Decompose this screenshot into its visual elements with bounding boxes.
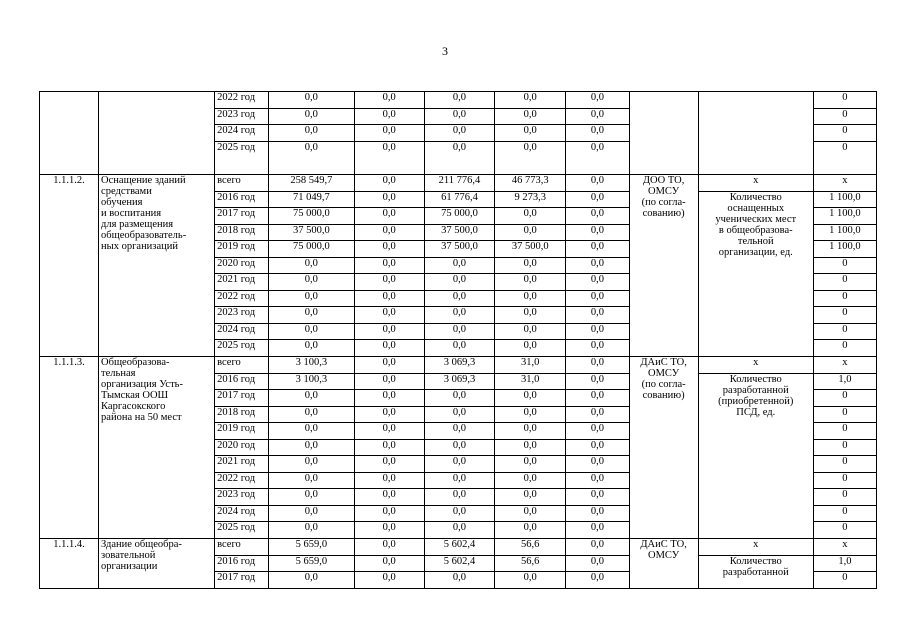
amount-cell: 31,0 xyxy=(495,357,566,374)
amount-cell: 0,0 xyxy=(354,109,424,125)
amount-cell: 0,0 xyxy=(495,407,566,423)
amount-cell: 0,0 xyxy=(566,92,629,109)
amount-cell: 258 549,7 xyxy=(269,175,355,192)
program-table xyxy=(39,91,877,589)
amount-cell: 0,0 xyxy=(495,324,566,340)
amount-cell: 75 000,0 xyxy=(424,208,494,225)
amount-cell: 0,0 xyxy=(354,142,424,175)
table-row xyxy=(40,92,877,109)
year-cell: 2019 год xyxy=(215,241,269,258)
amount-cell: 0,0 xyxy=(354,175,424,192)
executor-cell: ДОО ТО, ОМСУ (по согла- сованию) xyxy=(629,175,698,357)
amount-cell: 0,0 xyxy=(354,208,424,225)
amount-cell: 0,0 xyxy=(354,456,424,473)
amount-cell: 0,0 xyxy=(424,407,494,423)
item-code: 1.1.1.4. xyxy=(40,539,99,589)
year-cell: 2017 год xyxy=(215,390,269,407)
amount-cell: 0,0 xyxy=(269,572,355,589)
amount-cell: 0,0 xyxy=(424,307,494,324)
year-cell: 2022 год xyxy=(215,92,269,109)
amount-cell: 0,0 xyxy=(354,324,424,340)
amount-cell: 0,0 xyxy=(269,274,355,291)
amount-cell: 0,0 xyxy=(269,407,355,423)
amount-cell: 0,0 xyxy=(566,522,629,539)
amount-cell: 0,0 xyxy=(424,506,494,522)
amount-cell: 0,0 xyxy=(566,506,629,522)
indicator-value: х xyxy=(813,357,876,374)
amount-cell: 0,0 xyxy=(424,258,494,274)
year-cell: 2022 год xyxy=(215,473,269,489)
amount-cell: 46 773,3 xyxy=(495,175,566,192)
amount-cell: 3 069,3 xyxy=(424,374,494,390)
amount-cell: 0,0 xyxy=(495,142,566,175)
amount-cell: 37 500,0 xyxy=(269,225,355,241)
amount-cell: 0,0 xyxy=(354,506,424,522)
indicator-value: 0 xyxy=(813,390,876,407)
amount-cell: 75 000,0 xyxy=(269,208,355,225)
amount-cell: 0,0 xyxy=(354,357,424,374)
indicator-value: х xyxy=(813,539,876,556)
year-cell: 2022 год xyxy=(215,291,269,307)
year-cell: 2023 год xyxy=(215,109,269,125)
amount-cell: 0,0 xyxy=(424,572,494,589)
amount-cell: 0,0 xyxy=(424,324,494,340)
indicator-value: 1,0 xyxy=(813,374,876,390)
amount-cell: 37 500,0 xyxy=(424,225,494,241)
amount-cell: 0,0 xyxy=(354,539,424,556)
amount-cell: 0,0 xyxy=(566,274,629,291)
amount-cell: 0,0 xyxy=(269,473,355,489)
amount-cell: 0,0 xyxy=(269,307,355,324)
year-cell: 2025 год xyxy=(215,340,269,357)
amount-cell: 0,0 xyxy=(495,274,566,291)
indicator-value: 0 xyxy=(813,423,876,440)
amount-cell: 0,0 xyxy=(495,572,566,589)
indicator-value: х xyxy=(813,175,876,192)
amount-cell: 56,6 xyxy=(495,539,566,556)
indicator-value: 1 100,0 xyxy=(813,192,876,208)
item-name: Оснащение зданий средствами обучения и воспитания для размещения общеобразователь- ных организаций xyxy=(99,175,215,357)
indicator-value: 1,0 xyxy=(813,556,876,572)
item-name: Здание общеобра- зовательной организации xyxy=(99,539,215,589)
indicator-value: 0 xyxy=(813,291,876,307)
amount-cell: 0,0 xyxy=(566,125,629,142)
page-number: 3 xyxy=(442,44,448,58)
amount-cell: 0,0 xyxy=(269,506,355,522)
amount-cell: 0,0 xyxy=(495,208,566,225)
indicator-value: 0 xyxy=(813,109,876,125)
amount-cell: 0,0 xyxy=(269,390,355,407)
amount-cell: 0,0 xyxy=(424,125,494,142)
year-cell: 2021 год xyxy=(215,274,269,291)
amount-cell: 56,6 xyxy=(495,556,566,572)
amount-cell: 0,0 xyxy=(566,539,629,556)
indicator-value: 1 100,0 xyxy=(813,208,876,225)
indicator-value: 0 xyxy=(813,506,876,522)
indicator-value: 0 xyxy=(813,307,876,324)
amount-cell: 0,0 xyxy=(566,241,629,258)
indicator-name xyxy=(698,92,813,175)
amount-cell: 0,0 xyxy=(566,572,629,589)
amount-cell: 0,0 xyxy=(269,489,355,506)
amount-cell: 37 500,0 xyxy=(424,241,494,258)
amount-cell: 0,0 xyxy=(354,125,424,142)
amount-cell: 0,0 xyxy=(495,307,566,324)
amount-cell: 0,0 xyxy=(354,407,424,423)
amount-cell: 0,0 xyxy=(566,225,629,241)
amount-cell: 0,0 xyxy=(354,241,424,258)
year-cell: 2025 год xyxy=(215,522,269,539)
amount-cell: 0,0 xyxy=(566,175,629,192)
amount-cell: 0,0 xyxy=(424,274,494,291)
indicator-cross: х xyxy=(698,357,813,374)
amount-cell: 0,0 xyxy=(269,125,355,142)
item-code xyxy=(40,92,99,175)
indicator-value: 0 xyxy=(813,407,876,423)
amount-cell: 0,0 xyxy=(566,192,629,208)
amount-cell: 0,0 xyxy=(566,390,629,407)
amount-cell: 0,0 xyxy=(566,440,629,456)
indicator-cross: х xyxy=(698,175,813,192)
amount-cell: 75 000,0 xyxy=(269,241,355,258)
indicator-value: 0 xyxy=(813,473,876,489)
amount-cell: 0,0 xyxy=(269,440,355,456)
amount-cell: 31,0 xyxy=(495,374,566,390)
amount-cell: 61 776,4 xyxy=(424,192,494,208)
year-cell: всего xyxy=(215,175,269,192)
amount-cell: 0,0 xyxy=(269,522,355,539)
executor-cell: ДАиС ТО, ОМСУ (по согла- сованию) xyxy=(629,357,698,539)
item-code: 1.1.1.3. xyxy=(40,357,99,539)
amount-cell: 0,0 xyxy=(354,291,424,307)
amount-cell: 0,0 xyxy=(566,307,629,324)
amount-cell: 0,0 xyxy=(495,522,566,539)
amount-cell: 0,0 xyxy=(424,489,494,506)
amount-cell: 0,0 xyxy=(495,456,566,473)
amount-cell: 0,0 xyxy=(269,92,355,109)
amount-cell: 0,0 xyxy=(424,473,494,489)
indicator-value: 0 xyxy=(813,92,876,109)
amount-cell: 0,0 xyxy=(269,324,355,340)
year-cell: 2023 год xyxy=(215,489,269,506)
executor-cell: ДАиС ТО, ОМСУ xyxy=(629,539,698,589)
year-cell: 2016 год xyxy=(215,192,269,208)
amount-cell: 0,0 xyxy=(354,192,424,208)
year-cell: всего xyxy=(215,539,269,556)
amount-cell: 0,0 xyxy=(354,489,424,506)
amount-cell: 0,0 xyxy=(354,374,424,390)
year-cell: 2024 год xyxy=(215,125,269,142)
amount-cell: 0,0 xyxy=(424,92,494,109)
amount-cell: 0,0 xyxy=(495,390,566,407)
indicator-cross: х xyxy=(698,539,813,556)
amount-cell: 0,0 xyxy=(424,440,494,456)
amount-cell: 0,0 xyxy=(566,109,629,125)
year-cell: 2024 год xyxy=(215,324,269,340)
amount-cell: 3 100,3 xyxy=(269,357,355,374)
amount-cell: 0,0 xyxy=(566,258,629,274)
amount-cell: 0,0 xyxy=(354,258,424,274)
amount-cell: 0,0 xyxy=(424,340,494,357)
amount-cell: 0,0 xyxy=(495,258,566,274)
amount-cell: 0,0 xyxy=(566,208,629,225)
amount-cell: 0,0 xyxy=(566,374,629,390)
amount-cell: 0,0 xyxy=(269,423,355,440)
year-cell: 2016 год xyxy=(215,374,269,390)
amount-cell: 0,0 xyxy=(495,506,566,522)
amount-cell: 0,0 xyxy=(495,225,566,241)
amount-cell: 3 069,3 xyxy=(424,357,494,374)
year-cell: 2020 год xyxy=(215,258,269,274)
year-cell: 2020 год xyxy=(215,440,269,456)
amount-cell: 0,0 xyxy=(495,109,566,125)
item-name xyxy=(99,92,215,175)
indicator-value: 0 xyxy=(813,572,876,589)
amount-cell: 0,0 xyxy=(566,357,629,374)
amount-cell: 0,0 xyxy=(424,522,494,539)
year-cell: 2024 год xyxy=(215,506,269,522)
year-cell: 2016 год xyxy=(215,556,269,572)
indicator-value: 0 xyxy=(813,125,876,142)
amount-cell: 0,0 xyxy=(424,423,494,440)
executor-cell xyxy=(629,92,698,175)
indicator-name: Количество оснащенных ученических мест в общеобразова- тельной организации, ед. xyxy=(698,192,813,357)
table-row xyxy=(40,357,877,374)
amount-cell: 0,0 xyxy=(566,142,629,175)
amount-cell: 0,0 xyxy=(354,225,424,241)
amount-cell: 0,0 xyxy=(269,142,355,175)
amount-cell: 71 049,7 xyxy=(269,192,355,208)
indicator-name: Количество разработанной xyxy=(698,556,813,589)
amount-cell: 0,0 xyxy=(495,291,566,307)
table-row xyxy=(40,175,877,192)
amount-cell: 0,0 xyxy=(354,390,424,407)
amount-cell: 0,0 xyxy=(354,572,424,589)
indicator-value: 0 xyxy=(813,324,876,340)
amount-cell: 0,0 xyxy=(269,291,355,307)
item-code: 1.1.1.2. xyxy=(40,175,99,357)
amount-cell: 0,0 xyxy=(495,473,566,489)
amount-cell: 0,0 xyxy=(566,489,629,506)
amount-cell: 0,0 xyxy=(566,291,629,307)
year-cell: 2017 год xyxy=(215,208,269,225)
amount-cell: 0,0 xyxy=(495,440,566,456)
amount-cell: 9 273,3 xyxy=(495,192,566,208)
year-cell: 2017 год xyxy=(215,572,269,589)
amount-cell: 0,0 xyxy=(354,340,424,357)
indicator-value: 1 100,0 xyxy=(813,241,876,258)
amount-cell: 0,0 xyxy=(424,390,494,407)
amount-cell: 5 602,4 xyxy=(424,556,494,572)
amount-cell: 211 776,4 xyxy=(424,175,494,192)
year-cell: 2018 год xyxy=(215,407,269,423)
amount-cell: 0,0 xyxy=(495,340,566,357)
amount-cell: 0,0 xyxy=(269,340,355,357)
year-cell: 2018 год xyxy=(215,225,269,241)
year-cell: 2019 год xyxy=(215,423,269,440)
amount-cell: 0,0 xyxy=(354,522,424,539)
indicator-value: 0 xyxy=(813,440,876,456)
amount-cell: 0,0 xyxy=(269,456,355,473)
amount-cell: 0,0 xyxy=(269,258,355,274)
amount-cell: 0,0 xyxy=(354,92,424,109)
amount-cell: 0,0 xyxy=(566,456,629,473)
item-name: Общеобразова- тельная организация Усть- Тымская ООШ Каргасокского района на 50 мест xyxy=(99,357,215,539)
indicator-value: 0 xyxy=(813,522,876,539)
amount-cell: 37 500,0 xyxy=(495,241,566,258)
amount-cell: 0,0 xyxy=(566,407,629,423)
indicator-value: 0 xyxy=(813,340,876,357)
indicator-value: 0 xyxy=(813,142,876,175)
amount-cell: 0,0 xyxy=(566,473,629,489)
indicator-value: 0 xyxy=(813,274,876,291)
indicator-name: Количество разработанной (приобретенной) ПСД, ед. xyxy=(698,374,813,539)
amount-cell: 0,0 xyxy=(566,556,629,572)
year-cell: 2025 год xyxy=(215,142,269,175)
indicator-value: 0 xyxy=(813,456,876,473)
amount-cell: 0,0 xyxy=(495,489,566,506)
amount-cell: 3 100,3 xyxy=(269,374,355,390)
amount-cell: 0,0 xyxy=(354,423,424,440)
indicator-value: 1 100,0 xyxy=(813,225,876,241)
amount-cell: 0,0 xyxy=(566,324,629,340)
year-cell: всего xyxy=(215,357,269,374)
amount-cell: 5 659,0 xyxy=(269,539,355,556)
amount-cell: 0,0 xyxy=(424,456,494,473)
year-cell: 2021 год xyxy=(215,456,269,473)
indicator-value: 0 xyxy=(813,489,876,506)
amount-cell: 0,0 xyxy=(424,109,494,125)
amount-cell: 0,0 xyxy=(495,92,566,109)
amount-cell: 0,0 xyxy=(495,125,566,142)
amount-cell: 5 602,4 xyxy=(424,539,494,556)
amount-cell: 0,0 xyxy=(269,109,355,125)
year-cell: 2023 год xyxy=(215,307,269,324)
amount-cell: 0,0 xyxy=(566,423,629,440)
amount-cell: 0,0 xyxy=(354,473,424,489)
amount-cell: 0,0 xyxy=(566,340,629,357)
amount-cell: 0,0 xyxy=(354,556,424,572)
amount-cell: 0,0 xyxy=(354,274,424,291)
amount-cell: 5 659,0 xyxy=(269,556,355,572)
amount-cell: 0,0 xyxy=(354,307,424,324)
amount-cell: 0,0 xyxy=(424,291,494,307)
amount-cell: 0,0 xyxy=(354,440,424,456)
table-row xyxy=(40,539,877,556)
amount-cell: 0,0 xyxy=(424,142,494,175)
indicator-value: 0 xyxy=(813,258,876,274)
amount-cell: 0,0 xyxy=(495,423,566,440)
